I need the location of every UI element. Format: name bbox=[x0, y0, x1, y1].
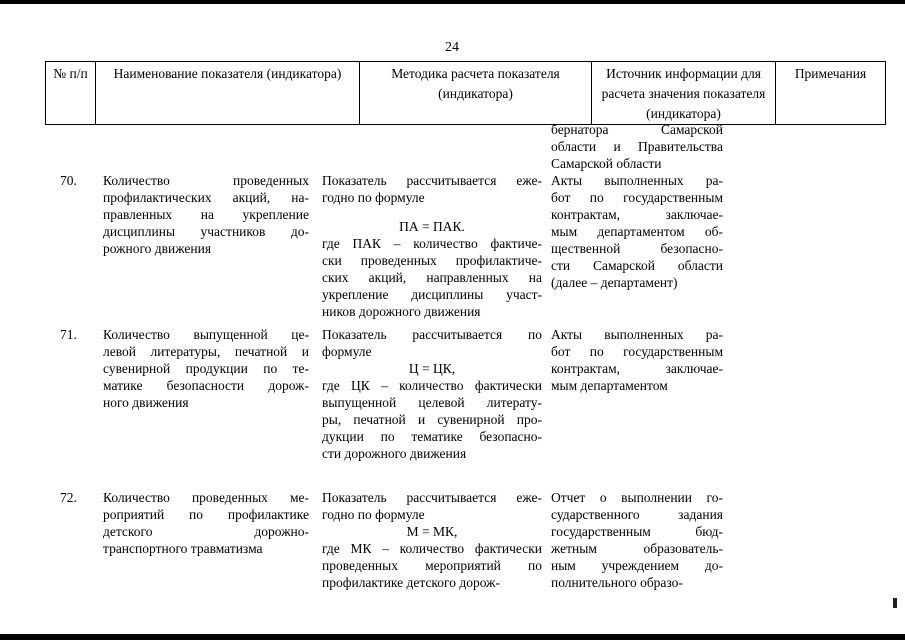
column-header-information-source: Источник информации для расчета значения показателя (индикатора) bbox=[592, 62, 776, 125]
row-number: 71. bbox=[60, 327, 77, 342]
information-source-line: мым департаментом об- bbox=[551, 224, 723, 239]
method-line: ски проведенных профилактиче- bbox=[322, 253, 542, 268]
information-source-line: полнительного образо- bbox=[551, 575, 683, 590]
indicator-name-line: левой литературы, печатной и bbox=[103, 344, 309, 359]
information-source-line: мым департаментом bbox=[551, 378, 668, 393]
method-line: проведенных мероприятий по bbox=[322, 558, 542, 573]
indicator-name-line: Количество выпущенной це- bbox=[103, 327, 309, 342]
indicator-name-line: роприятий по профилактике bbox=[103, 507, 309, 522]
method-line: годно по формуле bbox=[322, 190, 425, 205]
information-source-line: Акты выполненных ра- bbox=[551, 327, 723, 342]
method-line: Показатель рассчитывается по bbox=[322, 327, 542, 342]
scan-mark bbox=[893, 598, 897, 608]
information-source-line: государственным бюд- bbox=[551, 524, 723, 539]
information-source-line: ным учреждением до- bbox=[551, 558, 723, 573]
indicator-name-line: сувенирной продукции по те- bbox=[103, 361, 309, 376]
method-line: укрепление дисциплины участ- bbox=[322, 287, 542, 302]
indicator-name-line: правленных на укрепление bbox=[103, 207, 309, 222]
method-line: ников дорожного движения bbox=[322, 304, 481, 319]
formula: Ц = ЦК, bbox=[408, 361, 456, 376]
row-number: 70. bbox=[60, 173, 77, 188]
continuation-source bbox=[551, 121, 723, 172]
information-source-line: Акты выполненных ра- bbox=[551, 173, 723, 188]
indicator-name bbox=[103, 489, 309, 557]
calculation-method bbox=[322, 489, 542, 591]
indicator-name-line: Количество проведенных ме- bbox=[103, 490, 309, 505]
information-source-line: сударственного задания bbox=[551, 507, 723, 522]
indicator-name bbox=[103, 326, 309, 411]
indicator-name-line: Количество проведенных bbox=[103, 173, 309, 188]
page-number: 24 bbox=[445, 40, 459, 55]
method-line: где ПАК – количество фактиче- bbox=[322, 236, 542, 251]
top-border bbox=[0, 0, 905, 4]
information-source-line: контрактам, заключае- bbox=[551, 361, 723, 376]
indicator-name-line: транспортного травматизма bbox=[103, 541, 263, 556]
bottom-border bbox=[0, 634, 905, 640]
row-number: 72. bbox=[60, 490, 77, 505]
method-line: профилактике детского дорож- bbox=[322, 575, 500, 590]
indicator-name-line: дисциплины участников до- bbox=[103, 224, 309, 239]
column-header-calculation-method: Методика расчета показателя (индикатора) bbox=[360, 62, 592, 125]
information-source-line: Отчет о выполнении го- bbox=[551, 490, 723, 505]
calculation-method bbox=[322, 326, 542, 462]
method-line: где МК – количество фактически bbox=[322, 541, 542, 556]
information-source-line: бот по государственным bbox=[551, 190, 723, 205]
method-line: выпущенной целевой литерату- bbox=[322, 395, 542, 410]
information-source-line: бот по государственным bbox=[551, 344, 723, 359]
method-line: ры, печатной и сувенирной про- bbox=[322, 412, 542, 427]
continuation-line: бернатора Самарской bbox=[551, 122, 723, 137]
information-source bbox=[551, 326, 723, 394]
information-source bbox=[551, 172, 723, 291]
information-source-line: щественной безопасно- bbox=[551, 241, 723, 256]
method-line: дукции по тематике безопасно- bbox=[322, 429, 542, 444]
method-line: сти дорожного движения bbox=[322, 446, 467, 461]
indicator-name-line: профилактических акций, на- bbox=[103, 190, 309, 205]
method-line: ских акций, направленных на bbox=[322, 270, 542, 285]
continuation-line: области и Правительства bbox=[551, 139, 723, 154]
information-source-line: сти Самарской области bbox=[551, 258, 723, 273]
indicator-name-line: ного движения bbox=[103, 395, 189, 410]
information-source-line: жетным образователь- bbox=[551, 541, 723, 556]
column-header-notes: Примечания bbox=[776, 62, 886, 125]
information-source bbox=[551, 489, 723, 591]
information-source-line: (далее – департамент) bbox=[551, 275, 678, 290]
method-line: Показатель рассчитывается еже- bbox=[322, 490, 542, 505]
indicator-name-line: рожного движения bbox=[103, 241, 212, 256]
indicator-name-line: детского дорожно- bbox=[103, 524, 309, 539]
column-header-indicator-name: Наименование показателя (индикатора) bbox=[96, 62, 360, 125]
method-line: годно по формуле bbox=[322, 507, 425, 522]
formula: М = МК, bbox=[406, 524, 458, 539]
indicator-name bbox=[103, 172, 309, 257]
method-line: формуле bbox=[322, 344, 372, 359]
formula: ПА = ПАК. bbox=[399, 219, 465, 234]
continuation-line: Самарской области bbox=[551, 156, 662, 171]
indicator-name-line: матике безопасности дорож- bbox=[103, 378, 309, 393]
table-header bbox=[45, 61, 886, 125]
method-line: Показатель рассчитывается еже- bbox=[322, 173, 542, 188]
information-source-line: контрактам, заключае- bbox=[551, 207, 723, 222]
calculation-method bbox=[322, 172, 542, 320]
method-line: где ЦК – количество фактически bbox=[322, 378, 542, 393]
column-header-number: № п/п bbox=[46, 62, 96, 125]
